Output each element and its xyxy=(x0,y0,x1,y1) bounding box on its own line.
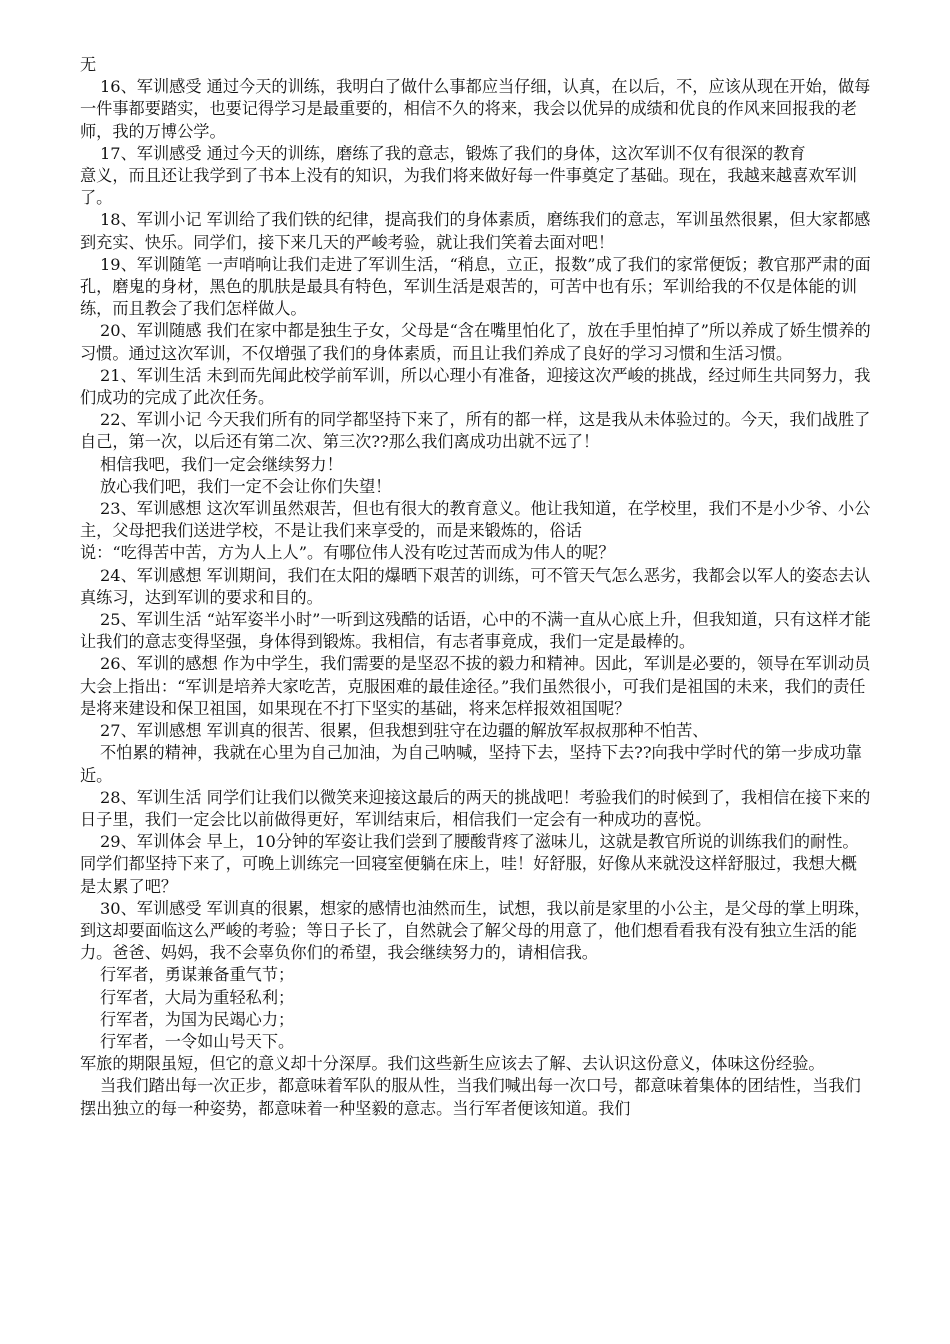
paragraph: 20、军训随感 我们在家中都是独生子女，父母是“含在嘴里怕化了，放在手里怕掉了”所以养成了娇生惯养的习惯。通过这次军训，不仅增强了我们的身体素质，而且让我们养成了良好的学习习惯和生活习惯。 xyxy=(80,321,871,363)
paragraph: 19、军训随笔 一声哨响让我们走进了军训生活，“稍息，立正，报数”成了我们的家常便饭；教官那严肃的面孔，磨鬼的身材，黑色的肌肤是最具有特色，军训生活是艰苦的，可苦中也有乐；军训给我的不仅是体能的训练，而且教会了我们怎样做人。 xyxy=(80,254,871,319)
paragraph: 当我们踏出每一次正步，都意味着军队的服从性，当我们喊出每一次口号，都意味着集体的团结性，当我们摆出独立的每一种姿势，都意味着一种坚毅的意志。当行军者便该知道。我们 xyxy=(80,1076,861,1118)
paragraph: 相信我吧，我们一定会继续努力！ xyxy=(100,454,343,474)
paragraph: 18、军训小记 军训给了我们铁的纪律，提高我们的身体素质，磨练我们的意志，军训虽然很累，但大家都感到充实、快乐。同学们，接下来几天的严峻考验，就让我们笑着去面对吧！ xyxy=(80,210,871,252)
verse-line: 行军者，勇谋兼备重气节； xyxy=(100,965,295,985)
paragraph: 无 xyxy=(80,55,97,74)
paragraph: 16、军训感受 通过今天的训练，我明白了做什么事都应当仔细，认真，在以后，不，应该从现在开始，做每一件事都要踏实，也要记得学习是最重要的，相信不久的将来，我会以优异的成绩和优良的作风来回报我的老师，我的万博公学。 xyxy=(80,77,871,141)
verse-line: 行军者，大局为重轻私利； xyxy=(100,987,295,1007)
paragraph: 军旅的期限虽短，但它的意义却十分深厚。我们这些新生应该去了解、去认识这份意义，体味这份经验。 xyxy=(80,1054,825,1074)
paragraph: 25、军训生活 “站军姿半小时”一听到这残酷的话语，心中的不满一直从心底上升，但我知道，只有这样才能让我们的意志变得坚强，身体得到锻炼。我相信，有志者事竟成，我们一定是最棒的。 xyxy=(80,610,871,652)
paragraph: 23、军训感想 这次军训虽然艰苦，但也有很大的教育意义。他让我知道，在学校里，我们不是小少爷、小公主，父母把我们送进学校，不是让我们来享受的，而是来锻炼的，俗话 xyxy=(80,499,871,541)
verse-line: 行军者，为国为民竭心力； xyxy=(100,1009,295,1029)
paragraph: 24、军训感想 军训期间，我们在太阳的爆晒下艰苦的训练，可不管天气怎么恶劣，我都会以军人的姿态去认真练习，达到军训的要求和目的。 xyxy=(80,565,871,607)
paragraph: 17、军训感受 通过今天的训练，磨练了我的意志，锻炼了我们的身体，这次军训不仅有很深的教育 xyxy=(100,143,806,163)
paragraph: 意义，而且还让我学到了书本上没有的知识，为我们将来做好每一件事奠定了基础。现在，我越来越喜欢军训了。 xyxy=(80,166,857,208)
paragraph: 26、军训的感想 作为中学生，我们需要的是坚忍不拔的毅力和精神。因此，军训是必要的，领导在军训动员大会上指出：“军训是培养大家吃苦，克服困难的最佳途径。”我们虽然很小，可我们是祖国的未来，我们的责任是将来建设和保卫祖国，如果现在不打下坚实的基础，将来怎样报效祖国呢？ xyxy=(80,654,871,718)
paragraph: 27、军训感想 军训真的很苦、很累，但我想到驻守在边疆的解放军叔叔那种不怕苦、 xyxy=(100,721,709,741)
paragraph: 21、军训生活 未到而先闻此校学前军训，所以心理小有准备，迎接这次严峻的挑战，经过师生共同努力，我们成功的完成了此次任务。 xyxy=(80,365,871,408)
paragraph: 不怕累的精神，我就在心里为自己加油，为自己呐喊，坚持下去，坚持下去??向我中学时代的第一步成功靠近。 xyxy=(80,743,862,785)
paragraph: 28、军训生活 同学们让我们以微笑来迎接这最后的两天的挑战吧！考验我们的时候到了，我相信在接下来的日子里，我们一定会比以前做得更好，军训结束后，相信我们一定会有一种成功的喜悦。 xyxy=(80,787,871,829)
paragraph: 放心我们吧，我们一定不会让你们失望！ xyxy=(100,476,392,496)
paragraph: 说：“吃得苦中苦，方为人上人”。有哪位伟人没有吃过苦而成为伟人的呢？ xyxy=(80,543,615,563)
verse-line: 行军者，一令如山号天下。 xyxy=(100,1031,295,1051)
paragraph: 30、军训感受 军训真的很累，想家的感情也油然而生，试想，我以前是家里的小公主，是父母的掌上明珠，到这却要面临这么严峻的考验；等日子长了，自然就会了解父母的用意了，他们想看看我有没有独立生活的能力。爸爸、妈妈，我不会辜负你们的希望，我会继续努力的，请相信我。 xyxy=(80,898,871,963)
paragraph: 22、军训小记 今天我们所有的同学都坚持下来了，所有的都一样，这是我从未体验过的。今天，我们战胜了自己，第一次，以后还有第二次、第三次??那么我们离成功出就不远了！ xyxy=(80,410,871,452)
paragraph: 29、军训体会 早上，10分钟的军姿让我们尝到了腰酸背疼了滋味儿，这就是教官所说的训练我们的耐性。同学们都坚持下来了，可晚上训练完一回寝室便躺在床上，哇！好舒服，好像从来就没这样舒服过，我想大概是太累了吧？ xyxy=(80,832,859,896)
document-body xyxy=(80,54,872,1120)
